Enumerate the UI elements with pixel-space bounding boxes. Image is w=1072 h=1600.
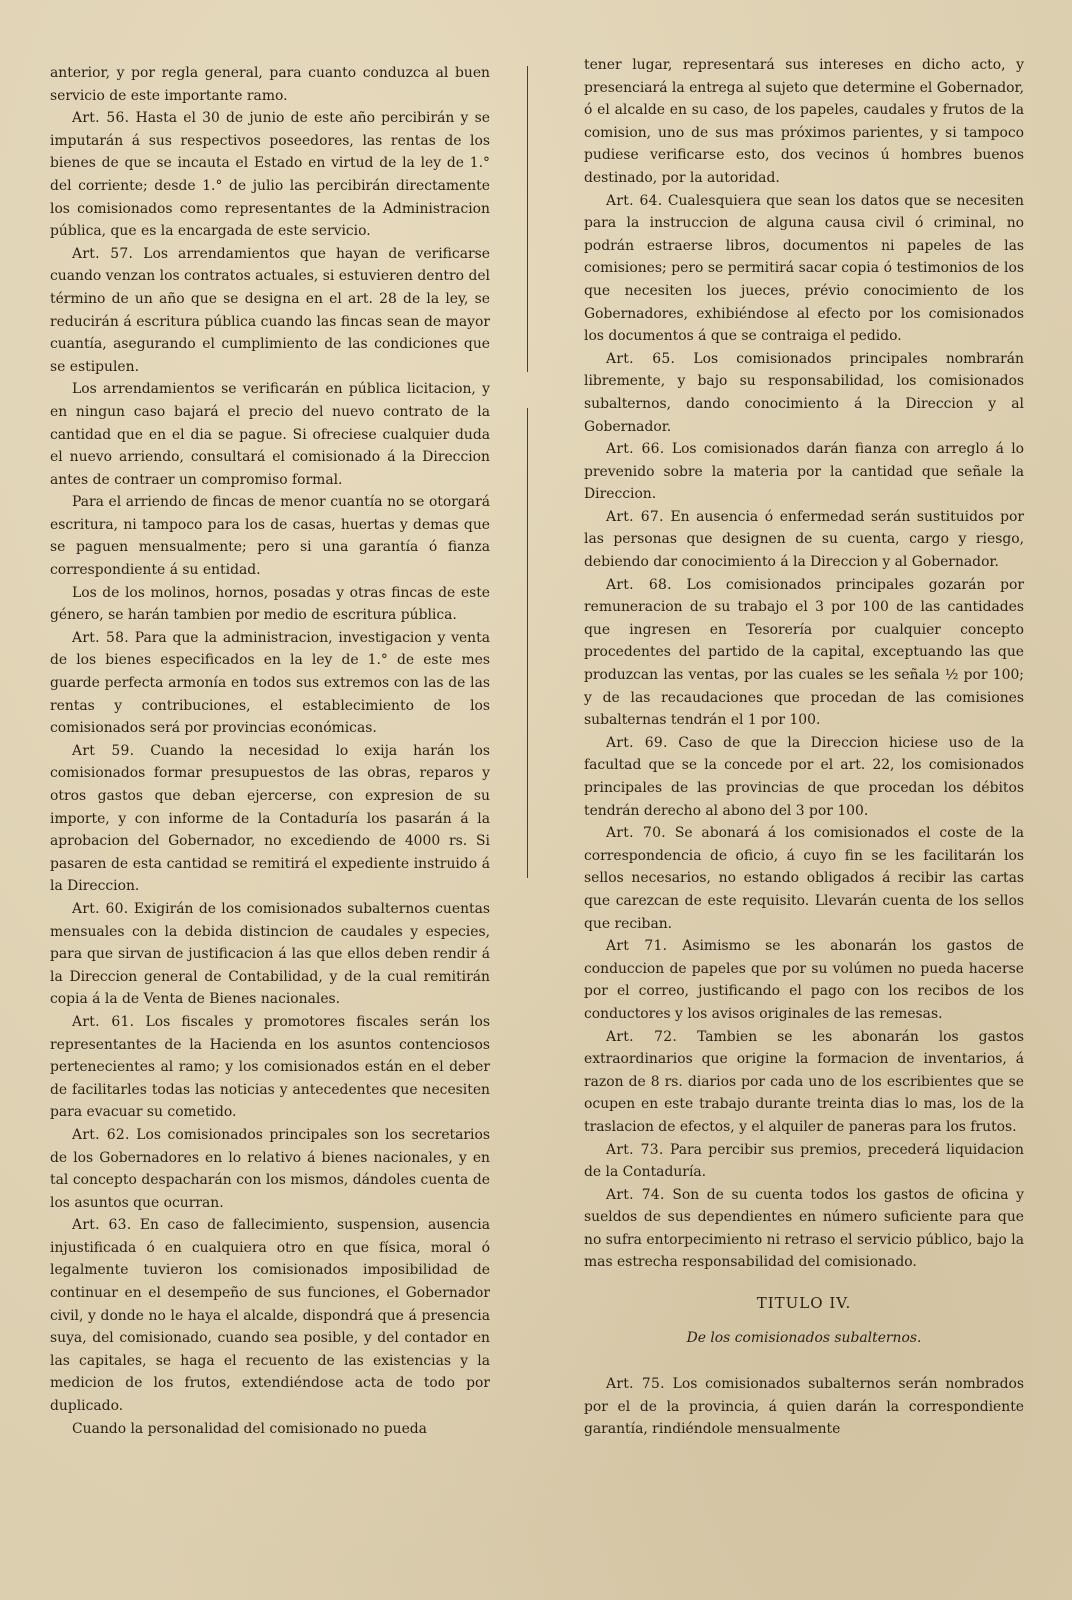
section-title: TITULO IV. <box>756 1294 852 1313</box>
article-69: Art. 69. Caso de que la Direccion hiciese uso de la facultad que se la concede por el art. 22, los comisionados principales de las provincias de que procedan los débitos tendrán derecho al abono del 3 por 100. <box>584 734 1025 819</box>
left-column <box>50 62 490 1441</box>
text-columns <box>50 57 1025 1441</box>
article-74: Art. 74. Son de su cuenta todos los gastos de oficina y sueldos de sus dependientes en número suficiente para que no sufra entorpecimiento ni retraso el servicio público, bajo la mas estrecha responsabilidad del comisionado. <box>584 1186 1025 1271</box>
article-61: Art. 61. Los fiscales y promotores fiscales serán los representantes de la Hacienda en los asuntos contenciosos pertenecientes al ramo; y los comisionados están en el deber de facilitarles todas las noticias y antecedentes que necesiten para evacuar su cometido. <box>50 1013 491 1121</box>
article-58: Art. 58. Para que la administracion, investigacion y venta de los bienes especificados en la ley de 1.° de este mes guarde perfecta armonía en todos sus extremos con las de las rentas y contribuciones, el establecimiento de los comisionados será por provincias económicas. <box>50 629 490 737</box>
article-71: Art 71. Asimismo se les abonarán los gastos de conduccion de papeles que por su volúmen no pueda hacerse por el correo, justificando el pago con los recibos de los conductores y los avisos originales de las remesas. <box>584 938 1024 1022</box>
article-56: Art. 56. Hasta el 30 de junio de este año percibirán y se imputarán á sus respectivos poseedores, las rentas de los bienes de que se incauta el Estado en virtud de la ley de 1.° del corriente; desde 1.° de julio las percibirán directamente los comisionados como representantes de la Administracion pública, que es la encargada de este servicio. <box>50 110 490 240</box>
article-66: Art. 66. Los comisionados darán fianza con arreglo á lo prevenido sobre la materia por la cantidad que señale la Direccion. <box>584 441 1024 503</box>
article-70: Art. 70. Se abonará á los comisionados el coste de la correspondencia de oficio, á cuyo fin se les facilitarán los sellos necesarios, no estando obligados á recibir las cartas que carezcan de este requisito. Llevarán cuenta de los sellos que reciban. <box>584 825 1025 932</box>
article-63: Art. 63. En caso de fallecimiento, suspension, ausencia injustificada ó en cualquiera otro en que física, moral ó legalmente tuvieron los comisionados imposibilidad de continuar en el desempeño de sus funciones, el Gobernador civil, y donde no le haya el alcalde, dispondrá que á presencia suya, del comisionado, cuando sea posible, y del contador en las capitales, se haga el recuento de las existencias y la medicion de los frutos, extendiéndose acta de todo por duplicado. <box>50 1217 490 1415</box>
article-68: Art. 68. Los comisionados principales gozarán por remuneracion de su trabajo el 3 por 100 de las cantidades que ingresen en Tesorería por cualquier concepto procedentes del partido de la capital, exceptuando las que produzcan las ventas, por las cuales se les señala ½ por 100; y de las recaudaciones que procedan de las comisiones subalternas tendrán el 1 por 100. <box>584 576 1024 729</box>
article-65: Art. 65. Los comisionados principales nombrarán libremente, y bajo su responsabilidad, los comisionados subalternos, dando conocimiento á la Direccion y al Gobernador. <box>584 350 1024 435</box>
article-60: Art. 60. Exigirán de los comisionados subalternos cuentas mensuales con la debida distincion de caudales y especies, para que sirvan de justificacion á las que ellos deben rendir á la Direccion general de Contabilidad, y de la cual remitirán copia á la de Venta de Bienes nacionales. <box>50 900 491 1008</box>
paragraph: anterior, y por regla general, para cuanto conduzca al buen servicio de este importante ramo. <box>50 65 490 104</box>
article-64: Art. 64. Cualesquiera que sean los datos que se necesiten para la instruccion de alguna causa civil ó criminal, no podrán estraerse libros, documentos ni papeles de las comisiones; pero se permitirá sacar copia ó testimonios de los que necesiten los jueces, prévio conocimiento de los Gobernadores, exhibiéndose al efecto por los comisionados los documentos á que se contraiga el pedido. <box>584 192 1024 345</box>
right-column <box>584 54 1024 1441</box>
article-62: Art. 62. Los comisionados principales son los secretarios de los Gobernadores en lo relativo á bienes nacionales, y en tal concepto despacharán con los mismos, dándoles cuenta de los asuntos que ocurran. <box>50 1126 490 1211</box>
column-rule-upper <box>527 66 528 372</box>
column-rule-lower <box>527 408 528 878</box>
article-73: Art. 73. Para percibir sus premios, precederá liquidacion de la Contaduría. <box>584 1141 1024 1181</box>
paragraph: Los de los molinos, hornos, posadas y otras fincas de este género, se harán tambien por medio de escritura pública. <box>50 584 490 624</box>
article-72: Art. 72. Tambien se les abonarán los gastos extraordinarios que origine la formacion de inventarios, á razon de 8 rs. diarios por cada uno de los escribientes que se ocupen en este trabajo durante treinta dias lo mas, los de la traslacion de efectos, y el alquiler de paneras para los frutos. <box>584 1028 1024 1135</box>
paragraph: Cuando la personalidad del comisionado no pueda <box>72 1420 427 1437</box>
paragraph: Los arrendamientos se verificarán en pública licitacion, y en ningun caso bajará el precio del nuevo contrato de la cantidad que en el dia se pague. Si ofreciese cualquier duda el nuevo arriendo, consultará el comisionado á la Direccion antes de contraer un compromiso formal. <box>50 381 490 488</box>
section-subtitle: De los comisionados subalternos. <box>686 1329 922 1346</box>
article-75: Art. 75. Los comisionados subalternos serán nombrados por el de la provincia, á quien darán la correspondiente garantía, rindiéndole mensualmente <box>584 1376 1024 1438</box>
article-59: Art 59. Cuando la necesidad lo exija harán los comisionados formar presupuestos de las obras, reparos y otros gastos que deban ejercerse, con expresion de su importe, y con informe de la Contaduría los pasarán á la aprobacion del Gobernador, no excediendo de 4000 rs. Si pasaren de esta cantidad se remitirá el expediente instruido á la Direccion. <box>50 742 490 895</box>
article-57: Art. 57. Los arrendamientos que hayan de verificarse cuando venzan los contratos actuales, si estuvieren dentro del término de un año que se designa en el art. 28 de la ley, se reducirán á escritura pública cuando las fincas sean de mayor cuantía, asegurando el cumplimiento de las condiciones que se estipulen. <box>50 245 490 375</box>
paragraph: tener lugar, representará sus intereses en dicho acto, y presenciará la entrega al sujeto que determine el Gobernador, ó el alcalde en su caso, de los papeles, caudales y frutos de la comision, uno de sus mas próximos parientes, y si tampoco pudiese verificarse esto, dos vecinos ú hombres buenos destinado, por la autoridad. <box>584 57 1024 186</box>
paragraph: Para el arriendo de fincas de menor cuantía no se otorgará escritura, ni tampoco para los de casas, huertas y demas que se paguen mensualmente; pero si una garantía ó fianza correspondiente á su entidad. <box>50 494 490 579</box>
article-67: Art. 67. En ausencia ó enfermedad serán sustituidos por las personas que designen de su cuenta, cargo y riesgo, debiendo dar conocimiento á la Direccion y al Gobernador. <box>584 508 1025 571</box>
